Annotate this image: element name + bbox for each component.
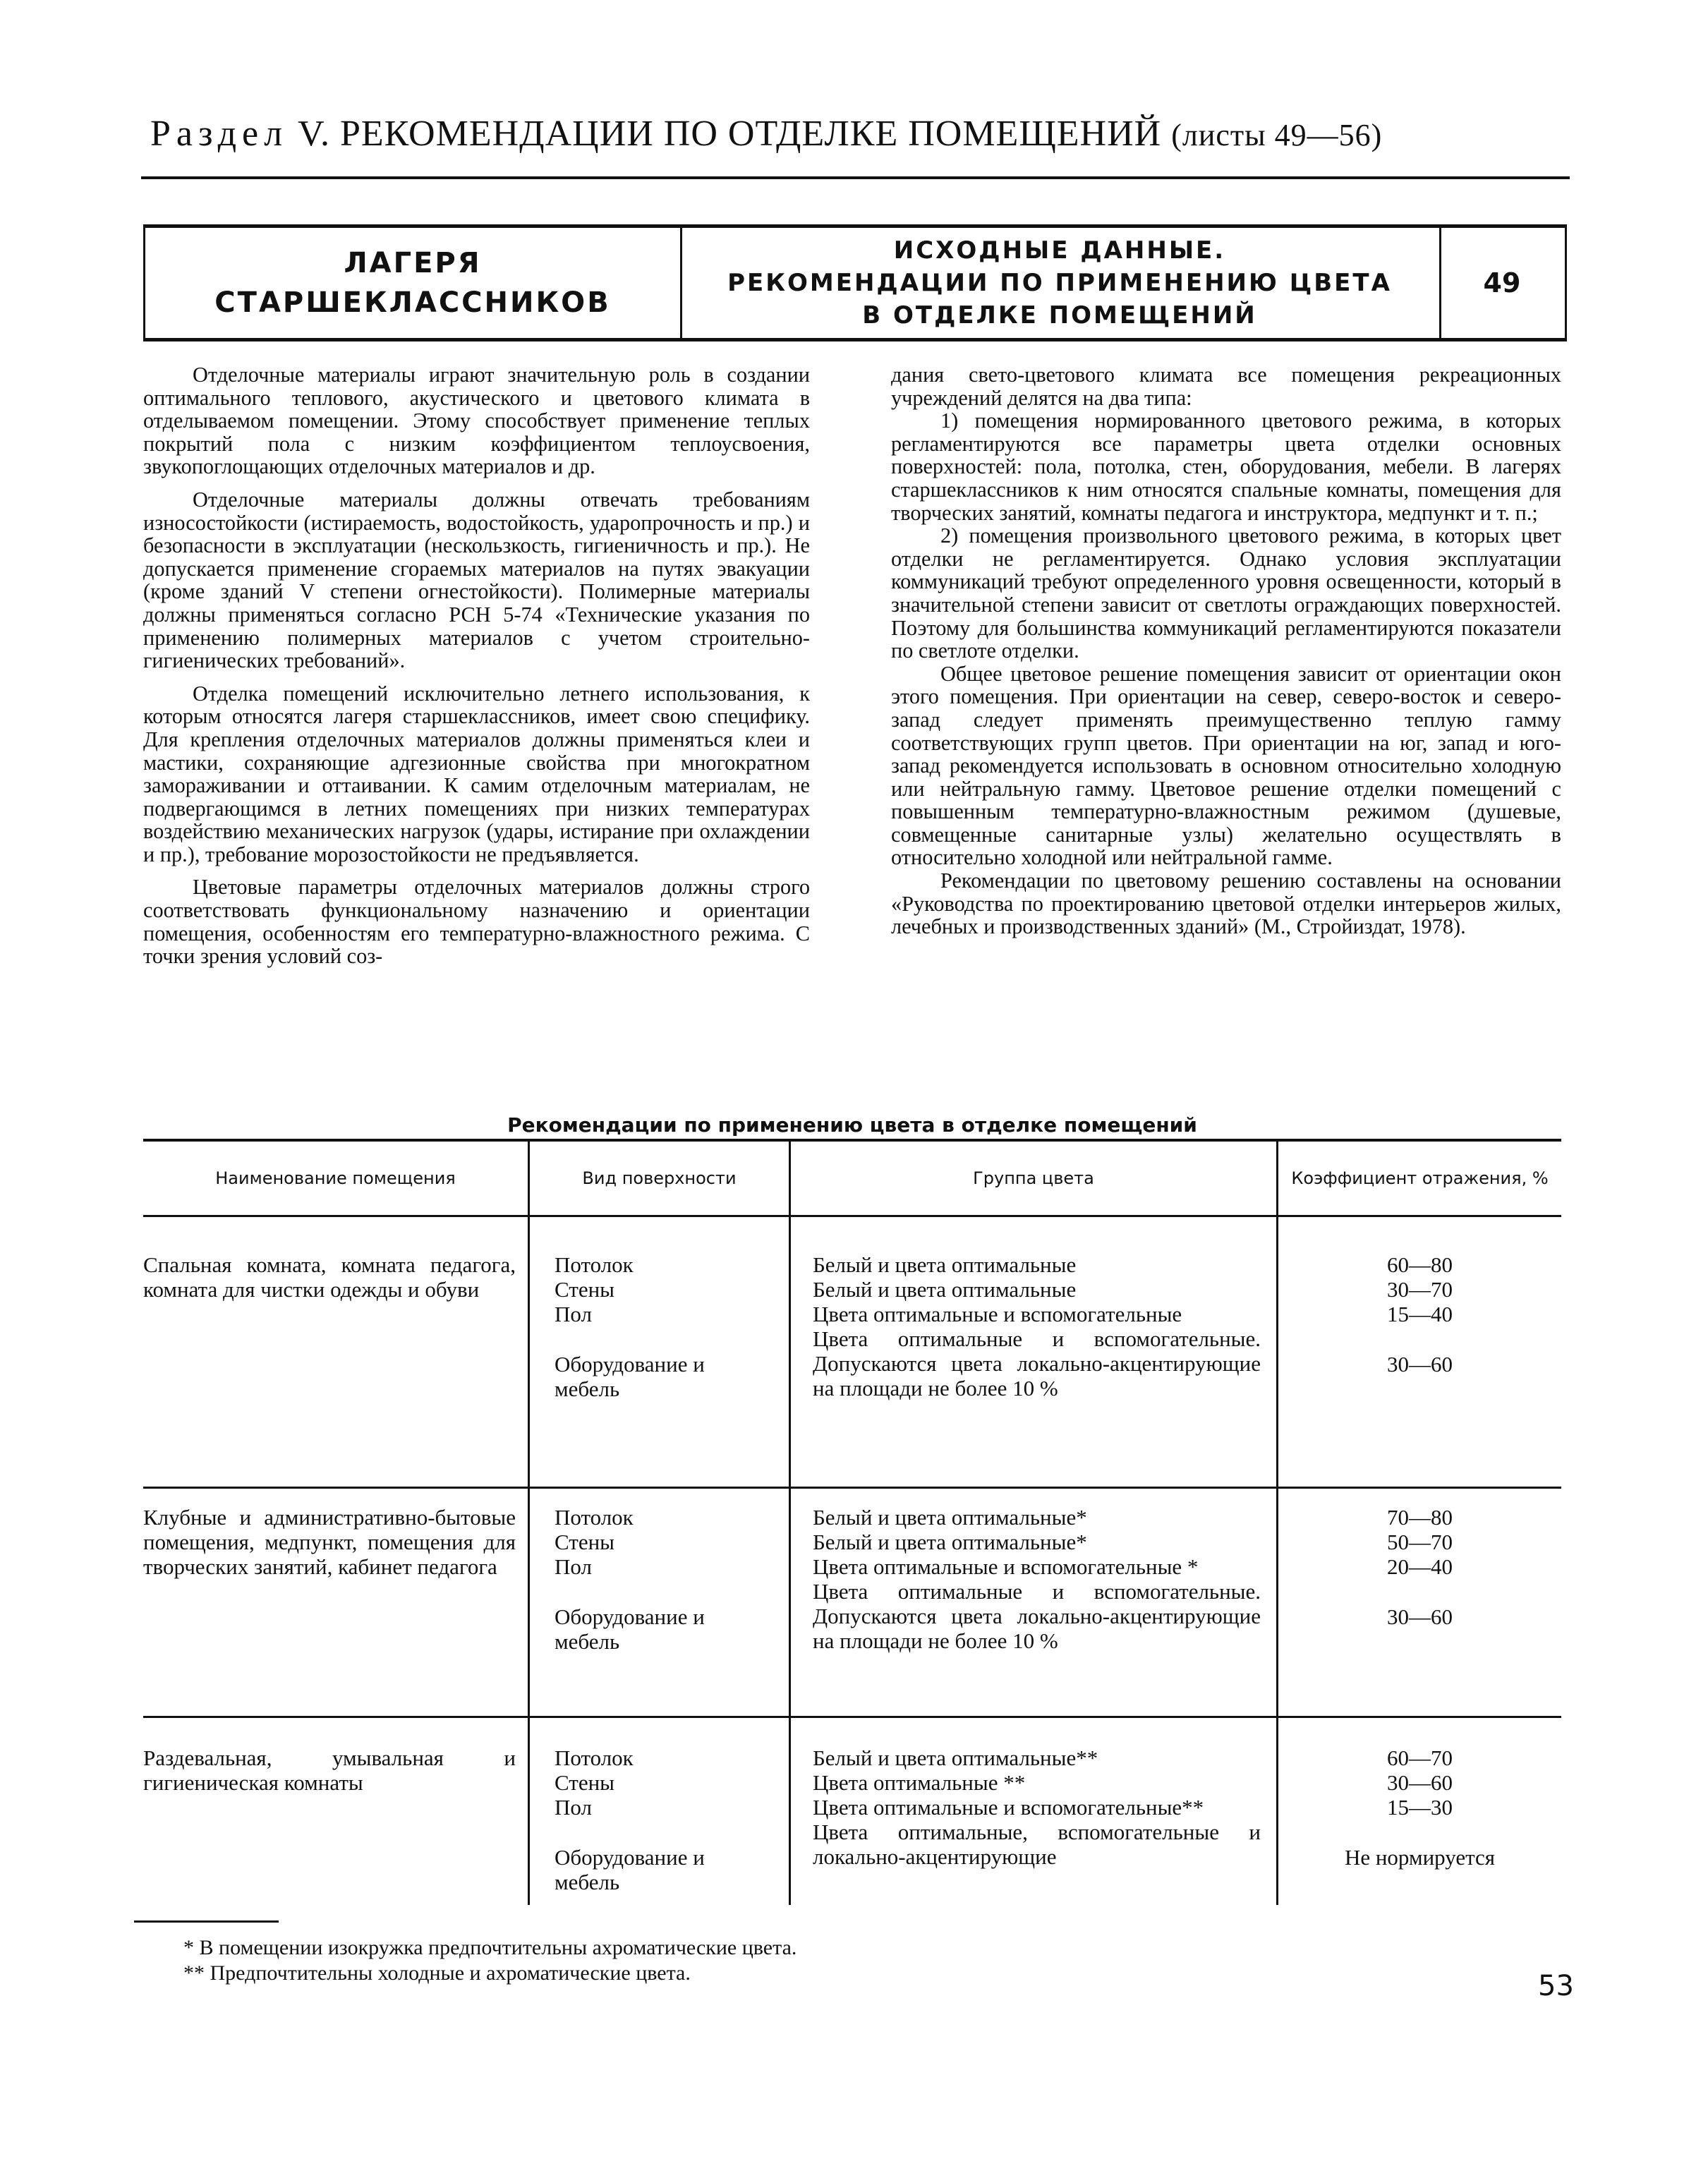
color-item: Цвета оптимальные и вспомогательные. Допускаются цвета локально-акцентирующие на площади не более 10 % [813, 1579, 1261, 1653]
coefficient-item: 30—70 [1387, 1277, 1453, 1302]
header-topic [680, 228, 1441, 338]
color-item: Цвета оптимальные и вспомогательные. Допускаются цвета локально-акцентирующие на площади не более 10 % [813, 1326, 1261, 1400]
table-cell-room: Клубные и административно-бытовые помещения, медпункт, помещения для творческих занятий, кабинет педагога [143, 1505, 516, 1579]
page-number: 53 [1538, 1970, 1574, 2002]
coefficient-item: 20—40 [1387, 1554, 1453, 1579]
surface-item: Пол [555, 1554, 592, 1579]
table-cell-colors [813, 1745, 1261, 1869]
table-cell-coefficients [1278, 1505, 1561, 1629]
table-header-reflection: Коэффициент отражения, % [1291, 1168, 1549, 1188]
paragraph: Отделочные материалы играют значительную роль в создании оптимального теплового, акустического и цветового климата в отделываемом помещении. Этому способствует применение теплых покрытий пола с низким коэффициентом теплоусвоения, звукопоглощающих отделочных материалов и др. [143, 363, 810, 479]
color-item: Белый и цвета оптимальные [813, 1277, 1077, 1302]
table-cell-coefficients [1278, 1745, 1561, 1870]
header-sheet-number: 49 [1483, 267, 1521, 298]
section-name: V. РЕКОМЕНДАЦИИ ПО ОТДЕЛКЕ ПОМЕЩЕНИЙ [298, 114, 1162, 154]
paragraph: Рекомендации по цветовому решению составлены на основании «Руководства по проектированию цветовой отделки интерьеров жилых, лечебных и производственных зданий» (М., Стройиздат, 1978). [891, 869, 1561, 939]
paragraph: Отделочные материалы должны отвечать требованиям износостойкости (истираемость, водостойкость, ударопрочность и пр.) и безопасности в эксплуатации (нескользкость, гигиеничность и пр.). Не допускается применение сгораемых материалов на путях эвакуации (кроме зданий V степени огнестойкости). Полимерные материалы должны применяться согласно РСН 5-74 «Технические указания по применению полимерных материалов с учетом строительно-гигиенических требований». [143, 487, 810, 673]
paragraph: Общее цветовое решение помещения зависит от ориентации окон этого помещения. При ориентации на север, северо-восток и северо-запад следует применять преимущественно теплую гамму соответствующих групп цветов. При ориентации на юг, запад и юго-запад рекомендуется использовать в основном относительно холодную или нейтральную гамму. Цветовое решение отделки помещений с повышенным температурно-влажностным режимом (душевые, совмещенные санитарные узлы) желательно осуществлять в относительно холодной или нейтральной гамме. [891, 661, 1561, 870]
table-header-color-group: Группа цвета [973, 1168, 1094, 1188]
surface-item: Стены [555, 1770, 614, 1795]
table-cell-room: Раздевальная, умывальная и гигиеническая комнаты [143, 1745, 516, 1795]
coefficient-item: 50—70 [1387, 1530, 1453, 1554]
paragraph: Отделка помещений исключительно летнего использования, к которым относятся лагеря старшеклассников, имеет свою специфику. Для крепления отделочных материалов должны применяться клеи и мастики, сохраняющие адгезионные свойства при многократном замораживании и оттаивании. К самим отделочным материалам, не подвергающимся в летних помещениях при низких температурах воздействию механических нагрузок (удары, истирание при охлаждении и пр.), требование морозостойкости не предъявляется. [143, 681, 810, 866]
table-caption: Рекомендации по применению цвета в отделке помещений [507, 1113, 1197, 1137]
surface-item: Пол [555, 1302, 592, 1326]
table-cell-coefficients [1278, 1252, 1561, 1377]
header-camp-line2: СТАРШЕКЛАССНИКОВ [214, 286, 611, 319]
coefficient-item: 15—40 [1387, 1302, 1453, 1326]
coefficient-item: 15—30 [1387, 1795, 1453, 1820]
table-header-surface: Вид поверхности [582, 1168, 737, 1188]
table-column-divider [789, 1142, 791, 1905]
header-topic-line2: РЕКОМЕНДАЦИИ ПО ПРИМЕНЕНИЮ ЦВЕТА [727, 269, 1392, 297]
coefficient-item: 60—70 [1387, 1745, 1453, 1770]
table-cell-surfaces [555, 1505, 770, 1654]
paragraph: 1) помещения нормированного цветового режима, в которых регламентируются все параметры цвета отделки основных поверхностей: пола, потолка, стен, оборудования, мебели. В лагерях старшеклассников к ним относятся спальные комнаты, помещения для творческих занятий, комнаты педагога и инструктора, медпункт и т. п.; [891, 409, 1561, 525]
section-rule [141, 176, 1570, 179]
text-column-right [891, 363, 1561, 938]
surface-item: Стены [555, 1530, 614, 1554]
coefficient-item: 30—60 [1387, 1352, 1453, 1377]
table-header-rule [143, 1215, 1561, 1217]
section-prefix: Раздел [150, 114, 289, 154]
surface-item: Оборудование и мебель [555, 1845, 705, 1894]
color-item: Цвета оптимальные ** [813, 1770, 1026, 1795]
surface-item: Потолок [555, 1505, 634, 1530]
footnote-rule [134, 1920, 279, 1923]
header-box [143, 224, 1567, 341]
color-item: Цвета оптимальные и вспомогательные [813, 1302, 1182, 1326]
table-cell-surfaces [555, 1252, 770, 1401]
paragraph: Цветовые параметры отделочных материалов должны строго соответствовать функциональному назначению и ориентации помещения, особенностям его температурно-влажностного режима. С точки зрения условий соз- [143, 875, 810, 969]
color-item: Цвета оптимальные, вспомогательные и локально-акцентирующие [813, 1820, 1261, 1869]
header-topic-line3: В ОТДЕЛКЕ ПОМЕЩЕНИЙ [862, 301, 1257, 329]
table-cell-colors [813, 1252, 1261, 1400]
surface-item: Оборудование и мебель [555, 1352, 705, 1401]
color-item: Белый и цвета оптимальные** [813, 1745, 1098, 1770]
paragraph: 2) помещения произвольного цветового режима, в которых цвет отделки не регламентируется. Однако условия эксплуатации коммуникаций требуют определенного уровня освещенности, который в значительной степени зависит от светлоты ограждающих поверхностей. Поэтому для большинства коммуникаций регламентируются показатели по светлоте отделки. [891, 524, 1561, 663]
color-item: Белый и цвета оптимальные* [813, 1505, 1087, 1530]
surface-item: Оборудование и мебель [555, 1604, 705, 1654]
table-column-divider [528, 1142, 530, 1905]
paragraph: дания свето-цветового климата все помещения рекреационных учреждений делятся на два типа: [891, 363, 1561, 410]
table-cell-surfaces [555, 1745, 770, 1894]
surface-item: Потолок [555, 1252, 634, 1277]
surface-item: Пол [555, 1795, 592, 1820]
section-sheets: (листы 49—56) [1171, 118, 1383, 152]
section-title [150, 113, 1568, 155]
color-item: Белый и цвета оптимальные* [813, 1530, 1087, 1554]
table-row-rule [143, 1487, 1561, 1489]
table-row-rule [143, 1716, 1561, 1718]
color-item: Белый и цвета оптимальные [813, 1252, 1077, 1277]
table-header-room: Наименование помещения [215, 1168, 456, 1188]
text-column-left [143, 363, 810, 968]
table-cell-colors [813, 1505, 1261, 1653]
header-camp-title [145, 228, 682, 338]
coefficient-item: 30—60 [1387, 1604, 1453, 1629]
coefficient-item: 70—80 [1387, 1505, 1453, 1530]
header-topic-line1: ИСХОДНЫЕ ДАННЫЕ. [893, 236, 1226, 265]
color-item: Цвета оптимальные и вспомогательные * [813, 1554, 1199, 1579]
surface-item: Стены [555, 1277, 614, 1302]
table-cell-room: Спальная комната, комната педагога, комната для чистки одежды и обуви [143, 1252, 516, 1302]
color-item: Цвета оптимальные и вспомогательные** [813, 1795, 1204, 1820]
surface-item: Потолок [555, 1745, 634, 1770]
footnote: * В помещении изокружка предпочтительны ахроматические цвета. [183, 1936, 797, 1959]
coefficient-item: Не нормируется [1344, 1845, 1496, 1870]
coefficient-item: 30—60 [1387, 1770, 1453, 1795]
footnote: ** Предпочтительны холодные и ахроматические цвета. [183, 1961, 691, 1985]
coefficient-item: 60—80 [1387, 1252, 1453, 1277]
header-camp-line1: ЛАГЕРЯ [344, 247, 482, 279]
